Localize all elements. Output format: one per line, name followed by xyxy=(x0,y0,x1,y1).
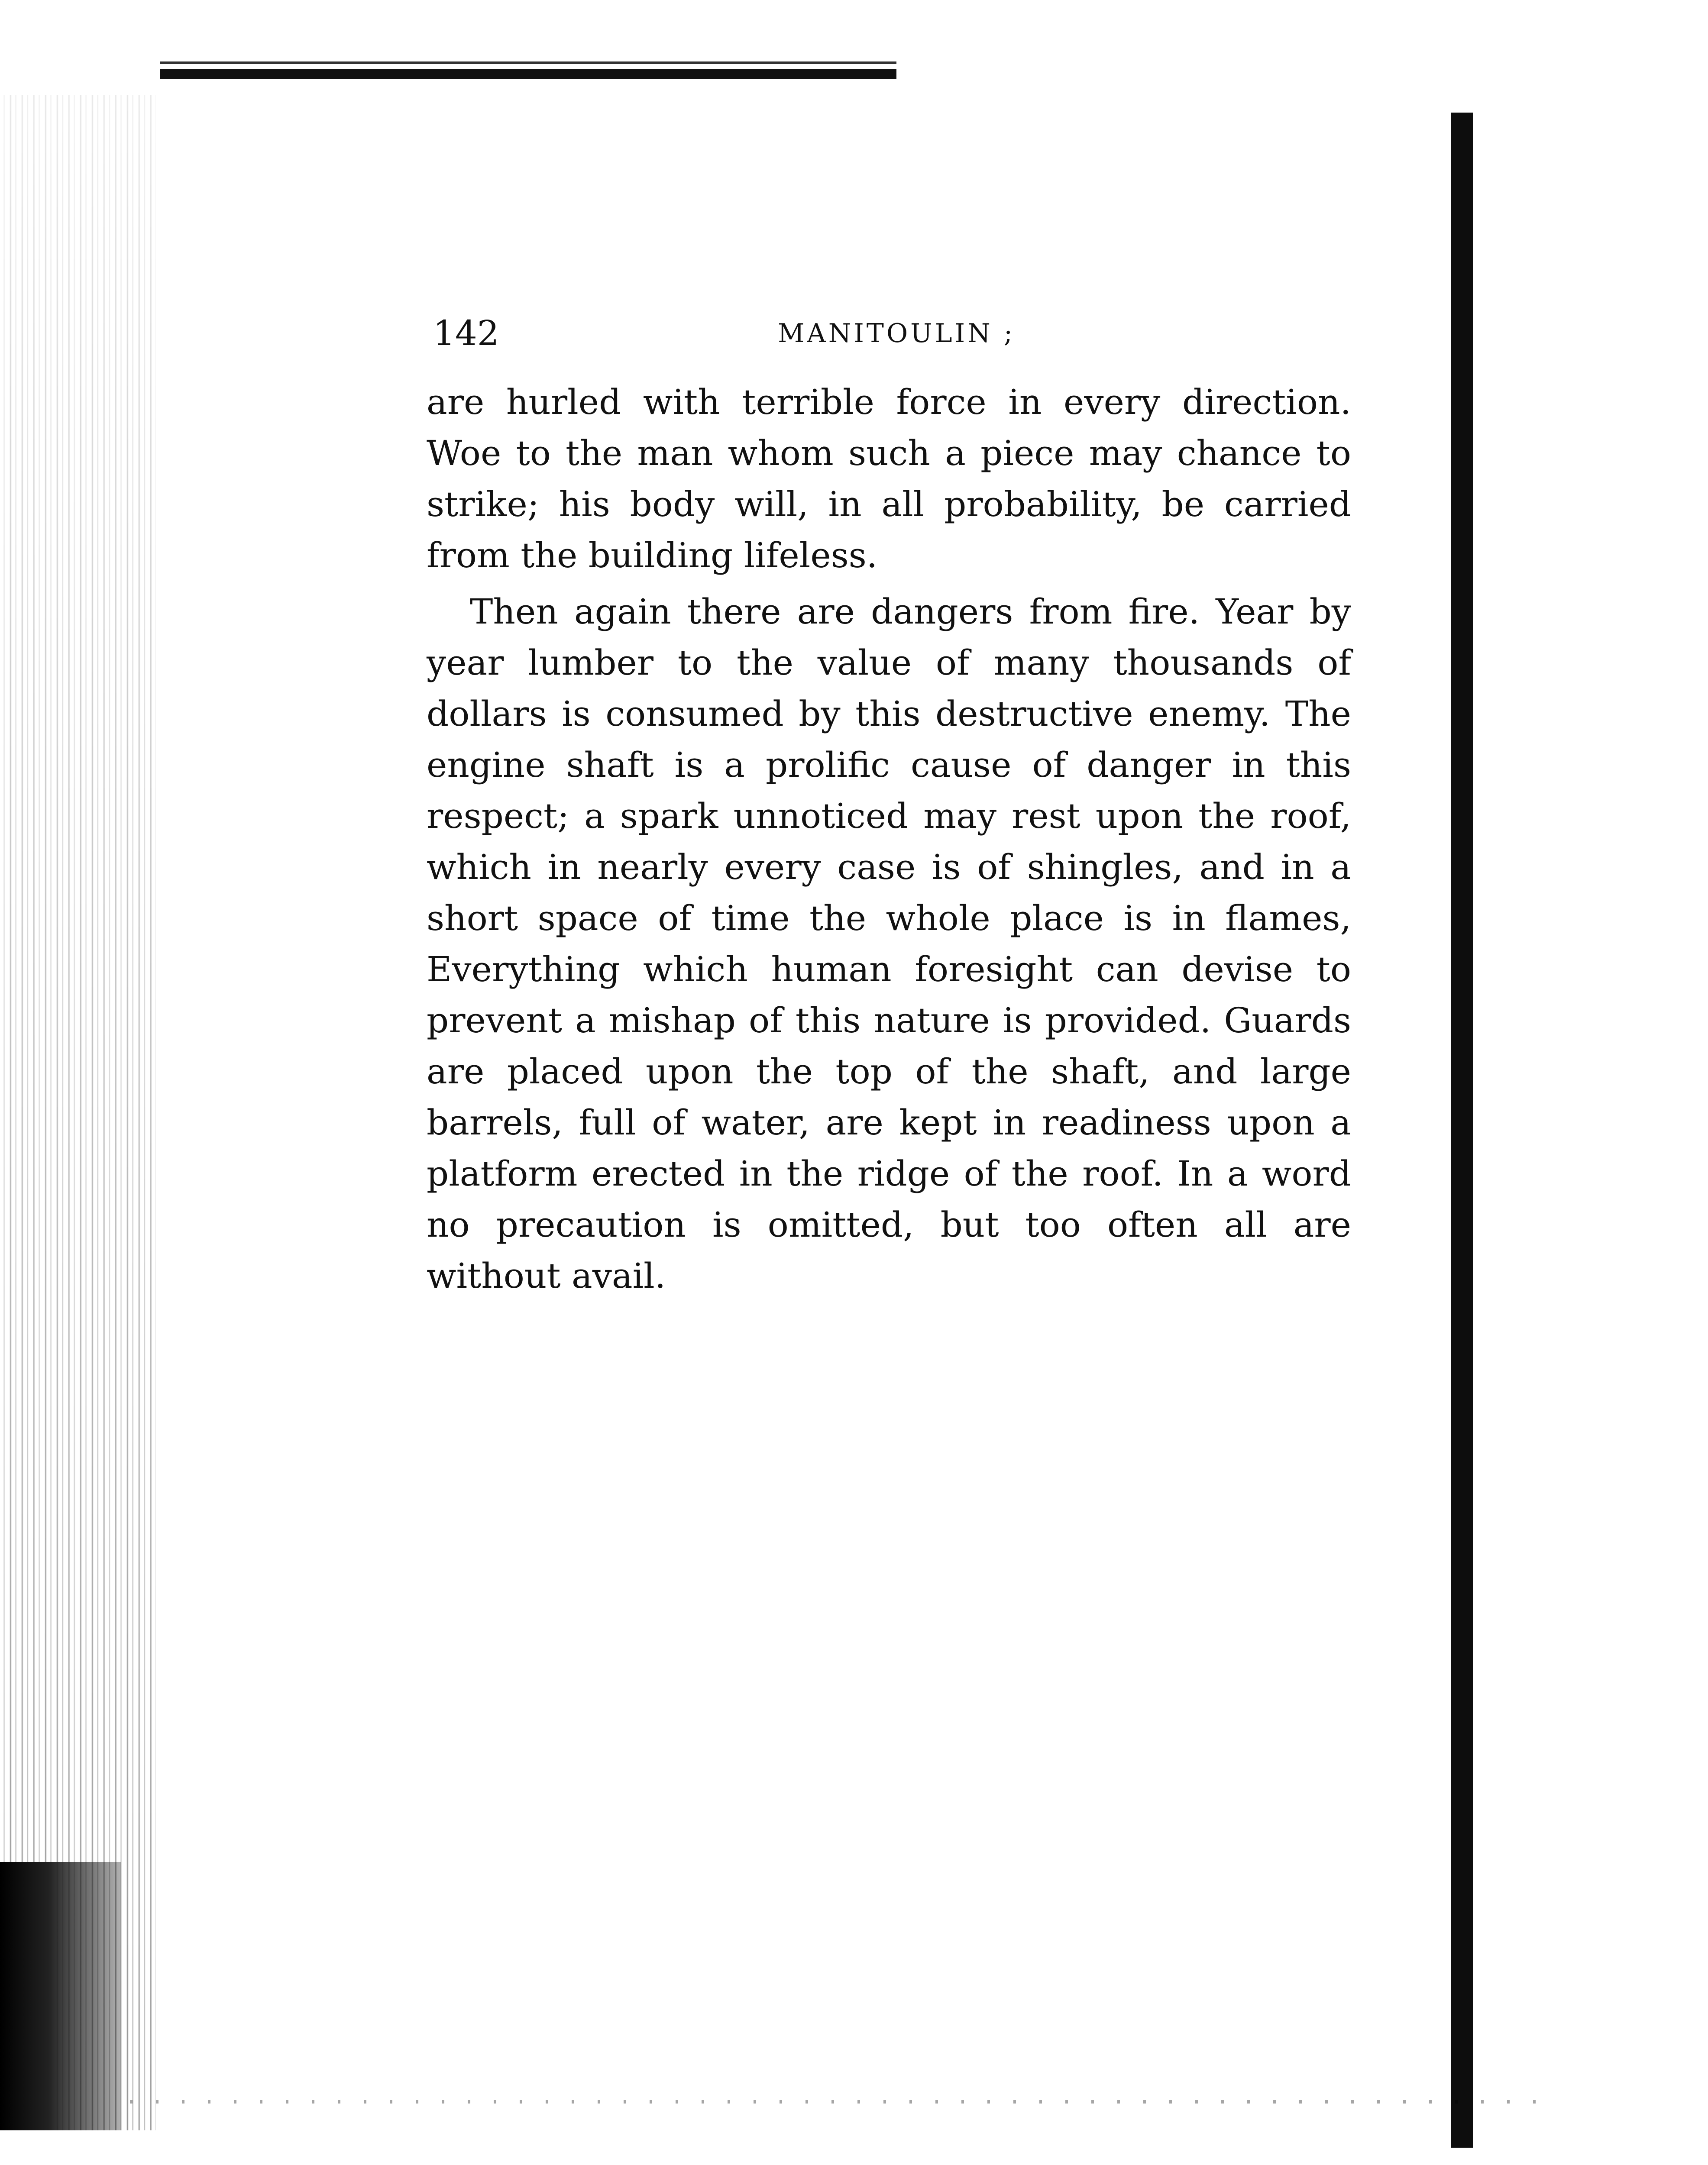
scan-top-rule xyxy=(160,69,896,79)
scan-binding-shadow xyxy=(0,1862,121,2130)
scan-bottom-specks xyxy=(130,2100,1559,2104)
scan-top-rule-thin xyxy=(160,61,896,64)
page-number: 142 xyxy=(433,313,499,353)
scan-binding-edge xyxy=(0,95,156,2130)
running-title: MANITOULIN ; xyxy=(777,318,1016,349)
running-head xyxy=(433,312,1360,355)
body-text xyxy=(427,377,1351,1307)
scan-page-edge-bar xyxy=(1451,113,1473,2148)
paragraph-2: Then again there are dangers from fire. Year by year lumber to the value of many thousands of dollars is consumed by this destructive enemy. The engine shaft is a prolific cause of danger in this respect; a spark unnoticed may rest upon the roof, which in nearly every case is of shingles, and in a short space of time the whole place is in flames, Everything which human foresight can devise to prevent a mishap of this nature is provided. Guards are placed upon the top of the shaft, and large barrels, full of water, are kept in readiness upon a platform erected in the ridge of the roof. In a word no precaution is omitted, but too often all are without avail. xyxy=(427,591,1351,1296)
paragraph-1: are hurled with terrible force in every direction. Woe to the man whom such a piece may chance to strike; his body will, in all probability, be carried from the building lifeless. xyxy=(427,382,1351,575)
